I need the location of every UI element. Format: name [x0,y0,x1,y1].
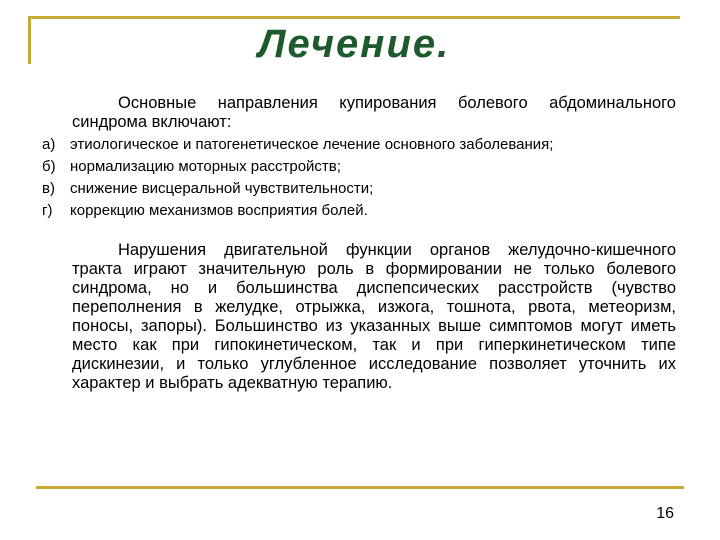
list-marker: г) [42,202,53,219]
intro-paragraph: Основные направления купирования болевого абдоминального синдрома включают: [72,94,676,131]
motor-disorders-paragraph: Нарушения двигательной функции органов желудочно-кишечного тракта играют значительную роль в формировании не только болевого синдрома, но и большинства диспепсических расстройств (чувство переполнения в желудке, отрыжка, изжога, тошнота, рвота, метеоризм, поносы, запоры). Большинство из указанных выше симптомов могут иметь место как при гипокинетическом, так и при гиперкинетическом типе дискинезии, и только углубленное исследование позволяет уточнить их характер и выбрать адекватную терапию. [72,241,676,392]
list-marker: а) [42,136,56,153]
list-item [42,202,676,219]
bottom-decorative-rule [36,486,684,489]
slide-body [42,94,676,393]
list-marker: в) [42,180,55,197]
page-number: 16 [656,505,674,522]
left-decorative-rule [28,16,31,64]
list-item [42,180,676,197]
list-item [42,136,676,153]
list-marker: б) [42,158,56,175]
slide-title: Лечение. [258,22,451,66]
top-decorative-rule [28,16,680,19]
list-item-text: нормализацию моторных расстройств; [70,158,341,175]
treatment-list [42,136,676,219]
list-item-text: коррекцию механизмов восприятия болей. [70,202,368,219]
list-item [42,158,676,175]
list-item-text: снижение висцеральной чувствительности; [70,180,374,197]
list-item-text: этиологическое и патогенетическое лечение основного заболевания; [70,136,554,153]
